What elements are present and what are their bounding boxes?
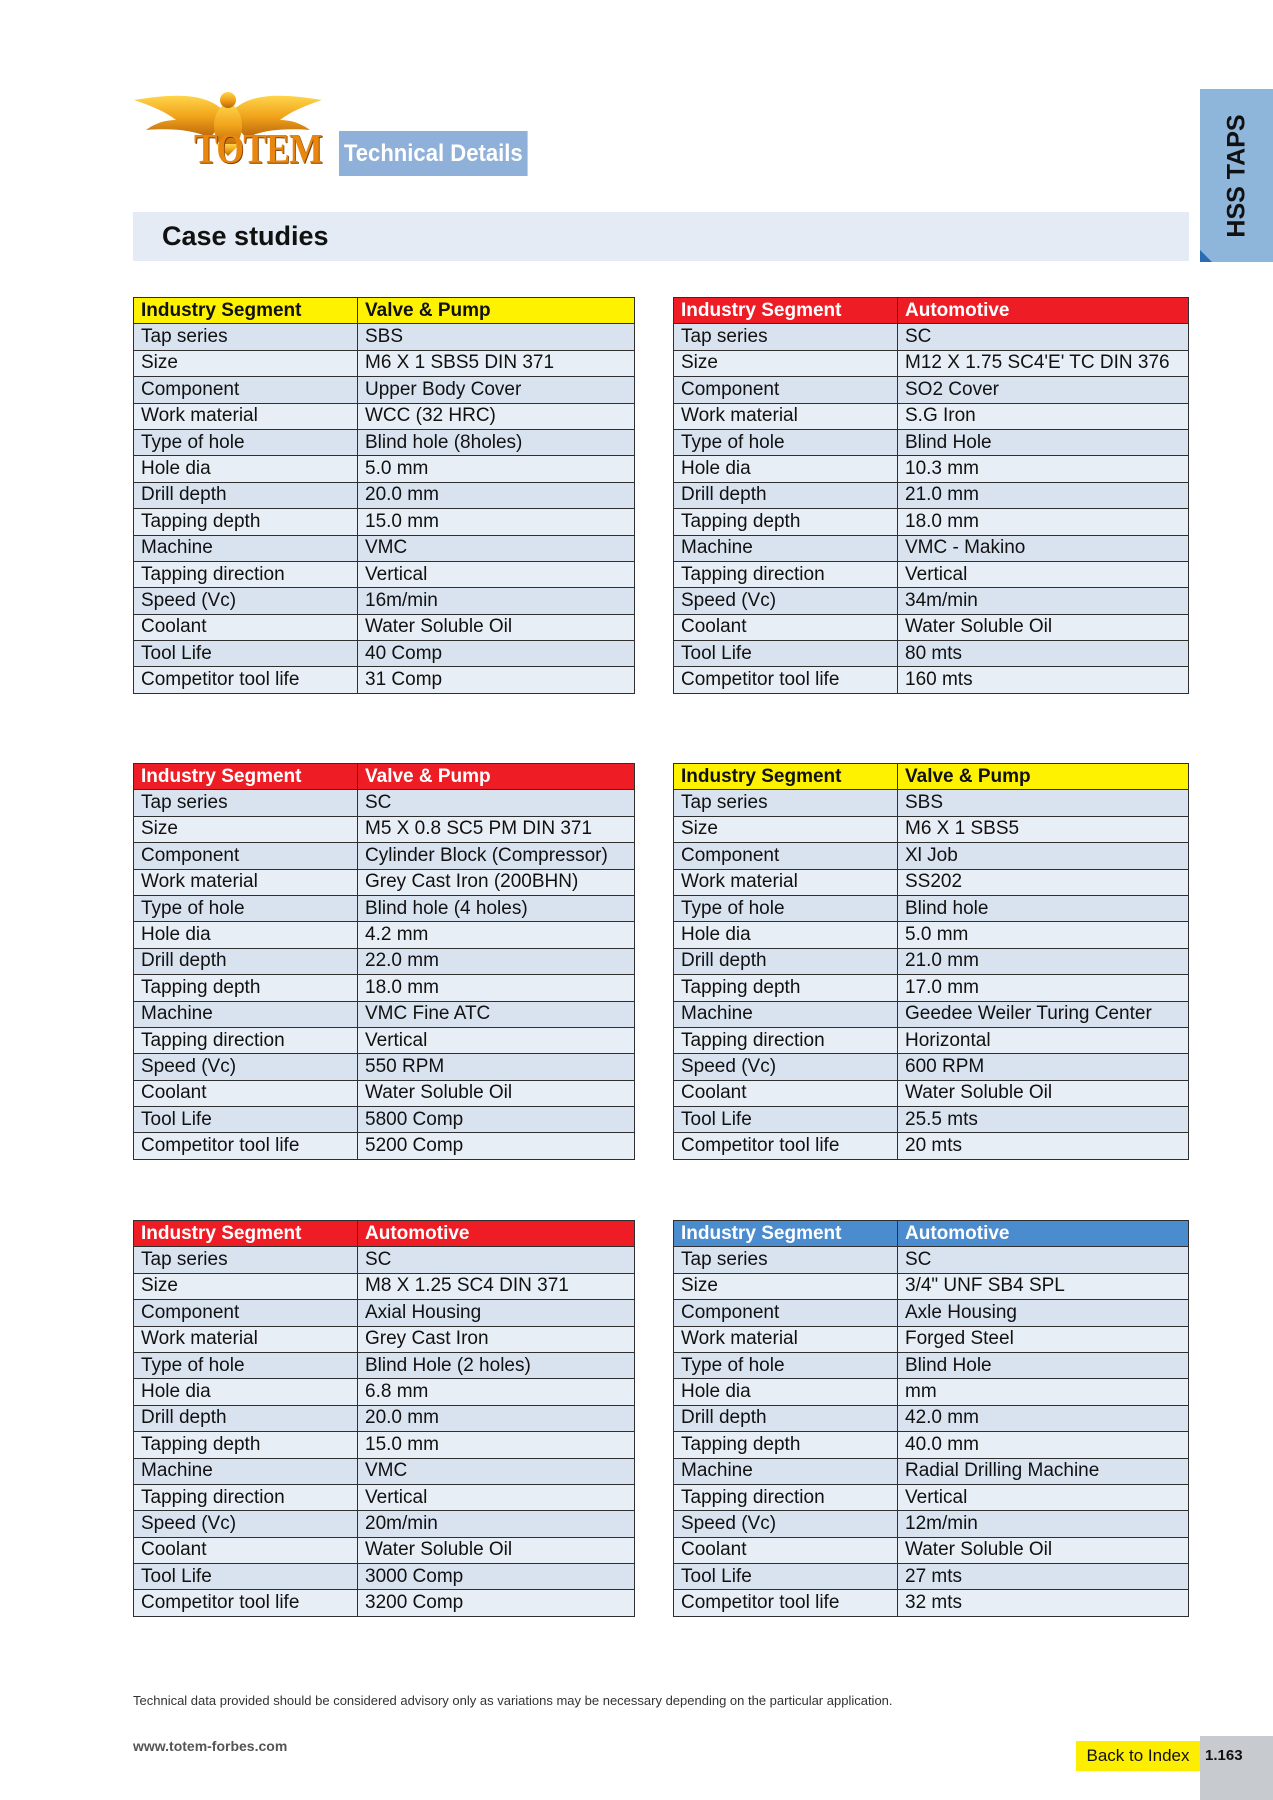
row-value: Xl Job: [898, 843, 1189, 869]
row-label: Hole dia: [674, 1379, 898, 1405]
table-row: [134, 816, 635, 842]
row-label: Tap series: [674, 790, 898, 816]
row-value: 34m/min: [898, 588, 1189, 614]
row-label: Drill depth: [134, 482, 358, 508]
industry-segment-label: Industry Segment: [674, 764, 898, 790]
row-value: Water Soluble Oil: [898, 614, 1189, 640]
row-label: Size: [674, 816, 898, 842]
row-label: Hole dia: [134, 456, 358, 482]
row-label: Tapping depth: [134, 1432, 358, 1458]
table-row: [674, 922, 1189, 948]
row-label: Component: [134, 1300, 358, 1326]
row-value: VMC - Makino: [898, 535, 1189, 561]
table-row: [674, 561, 1189, 587]
row-value: 5200 Comp: [358, 1133, 635, 1159]
technical-details-badge: Technical Details: [339, 131, 528, 176]
row-value: Water Soluble Oil: [898, 1537, 1189, 1563]
table-row: [674, 1564, 1189, 1590]
table-row: [674, 429, 1189, 455]
row-label: Coolant: [134, 614, 358, 640]
row-value: 3200 Comp: [358, 1590, 635, 1616]
row-label: Work material: [674, 869, 898, 895]
table-row: [134, 456, 635, 482]
row-value: Vertical: [358, 1027, 635, 1053]
table-row: [134, 403, 635, 429]
table-header-row: [674, 298, 1189, 324]
disclaimer-note: Technical data provided should be considered advisory only as variations may be necessary depending on the particular application.: [133, 1693, 893, 1708]
row-value: 31 Comp: [358, 667, 635, 693]
table-row: [134, 561, 635, 587]
section-banner: [133, 212, 1189, 261]
industry-segment-value: Automotive: [358, 1221, 635, 1247]
table-row: [674, 350, 1189, 376]
industry-segment-label: Industry Segment: [134, 298, 358, 324]
row-value: 27 mts: [898, 1564, 1189, 1590]
table-row: [674, 614, 1189, 640]
row-label: Competitor tool life: [674, 1590, 898, 1616]
table-row: [134, 614, 635, 640]
row-label: Coolant: [134, 1537, 358, 1563]
industry-segment-value: Valve & Pump: [358, 298, 635, 324]
row-label: Tool Life: [674, 1107, 898, 1133]
table-row: [674, 1133, 1189, 1159]
row-value: Radial Drilling Machine: [898, 1458, 1189, 1484]
row-label: Tap series: [674, 1247, 898, 1273]
table-row: [674, 588, 1189, 614]
row-label: Coolant: [134, 1080, 358, 1106]
row-value: Water Soluble Oil: [898, 1080, 1189, 1106]
row-label: Drill depth: [674, 1405, 898, 1431]
row-label: Drill depth: [674, 482, 898, 508]
row-value: M5 X 0.8 SC5 PM DIN 371: [358, 816, 635, 842]
row-value: Blind hole: [898, 895, 1189, 921]
table-row: [134, 1054, 635, 1080]
table-row: [134, 790, 635, 816]
row-value: 5.0 mm: [898, 922, 1189, 948]
row-label: Hole dia: [674, 922, 898, 948]
row-value: 10.3 mm: [898, 456, 1189, 482]
row-label: Speed (Vc): [134, 1511, 358, 1537]
row-label: Type of hole: [134, 429, 358, 455]
table-row: [674, 1484, 1189, 1510]
row-label: Work material: [134, 1326, 358, 1352]
page-number: 1.163: [1200, 1736, 1273, 1800]
row-value: Upper Body Cover: [358, 377, 635, 403]
table-row: [134, 1001, 635, 1027]
table-row: [134, 509, 635, 535]
table-row: [674, 1405, 1189, 1431]
table-row: [134, 895, 635, 921]
row-value: Axle Housing: [898, 1300, 1189, 1326]
row-value: WCC (32 HRC): [358, 403, 635, 429]
case-study-table: [673, 297, 1189, 694]
row-value: 42.0 mm: [898, 1405, 1189, 1431]
row-label: Work material: [134, 869, 358, 895]
row-value: 550 RPM: [358, 1054, 635, 1080]
table-row: [674, 509, 1189, 535]
row-label: Machine: [674, 535, 898, 561]
table-header-row: [674, 764, 1189, 790]
row-value: 160 mts: [898, 667, 1189, 693]
industry-segment-value: Valve & Pump: [898, 764, 1189, 790]
row-value: Water Soluble Oil: [358, 1537, 635, 1563]
row-value: 15.0 mm: [358, 509, 635, 535]
row-value: 25.5 mts: [898, 1107, 1189, 1133]
industry-segment-label: Industry Segment: [674, 298, 898, 324]
row-label: Size: [134, 1273, 358, 1299]
row-label: Competitor tool life: [134, 1590, 358, 1616]
table-row: [674, 667, 1189, 693]
table-row: [134, 1352, 635, 1378]
table-row: [134, 324, 635, 350]
table-row: [674, 843, 1189, 869]
row-label: Tap series: [134, 1247, 358, 1273]
row-value: 20 mts: [898, 1133, 1189, 1159]
table-row: [674, 1326, 1189, 1352]
row-label: Tapping depth: [134, 509, 358, 535]
row-label: Speed (Vc): [134, 1054, 358, 1080]
row-label: Tool Life: [134, 1107, 358, 1133]
row-value: 40 Comp: [358, 641, 635, 667]
row-label: Component: [134, 843, 358, 869]
row-value: Blind Hole: [898, 1352, 1189, 1378]
table-row: [134, 843, 635, 869]
table-row: [674, 1027, 1189, 1053]
table-row: [134, 377, 635, 403]
table-row: [674, 1107, 1189, 1133]
row-value: M6 X 1 SBS5 DIN 371: [358, 350, 635, 376]
logo-wordmark: TOTEM: [194, 127, 323, 173]
row-value: 17.0 mm: [898, 975, 1189, 1001]
table-row: [134, 1458, 635, 1484]
row-label: Coolant: [674, 614, 898, 640]
table-row: [674, 948, 1189, 974]
table-row: [134, 1511, 635, 1537]
table-row: [674, 1590, 1189, 1616]
row-label: Hole dia: [134, 1379, 358, 1405]
table-row: [134, 1484, 635, 1510]
row-value: Horizontal: [898, 1027, 1189, 1053]
table-row: [134, 869, 635, 895]
row-label: Tapping direction: [134, 1484, 358, 1510]
row-value: Vertical: [898, 1484, 1189, 1510]
row-value: Grey Cast Iron (200BHN): [358, 869, 635, 895]
row-label: Work material: [674, 1326, 898, 1352]
row-label: Coolant: [674, 1080, 898, 1106]
table-row: [134, 588, 635, 614]
row-value: 18.0 mm: [898, 509, 1189, 535]
table-row: [674, 1511, 1189, 1537]
row-value: Vertical: [358, 1484, 635, 1510]
row-label: Drill depth: [134, 948, 358, 974]
row-value: 20m/min: [358, 1511, 635, 1537]
table-row: [674, 1080, 1189, 1106]
table-row: [134, 1300, 635, 1326]
industry-segment-label: Industry Segment: [674, 1221, 898, 1247]
table-row: [134, 1133, 635, 1159]
row-label: Component: [134, 377, 358, 403]
table-header-row: [134, 764, 635, 790]
row-label: Competitor tool life: [134, 1133, 358, 1159]
table-row: [674, 1379, 1189, 1405]
row-label: Machine: [134, 1458, 358, 1484]
row-value: Forged Steel: [898, 1326, 1189, 1352]
totem-logo: [132, 86, 324, 178]
table-row: [134, 922, 635, 948]
side-tab-hss-taps: [1200, 89, 1273, 262]
table-header-row: [674, 1221, 1189, 1247]
row-value: 3000 Comp: [358, 1564, 635, 1590]
table-row: [134, 1432, 635, 1458]
row-value: 6.8 mm: [358, 1379, 635, 1405]
row-value: Vertical: [898, 561, 1189, 587]
row-label: Machine: [674, 1001, 898, 1027]
row-value: SC: [898, 1247, 1189, 1273]
table-row: [674, 1054, 1189, 1080]
row-value: 80 mts: [898, 641, 1189, 667]
tab-corner-icon: [1200, 250, 1212, 262]
case-study-table: [133, 763, 635, 1160]
industry-segment-value: Automotive: [898, 298, 1189, 324]
table-row: [674, 1432, 1189, 1458]
table-row: [674, 456, 1189, 482]
table-row: [674, 1001, 1189, 1027]
row-label: Tapping direction: [134, 561, 358, 587]
case-study-table: [673, 763, 1189, 1160]
industry-segment-value: Valve & Pump: [358, 764, 635, 790]
row-value: SS202: [898, 869, 1189, 895]
table-row: [674, 895, 1189, 921]
row-label: Tapping direction: [674, 561, 898, 587]
table-row: [134, 1564, 635, 1590]
table-row: [674, 1273, 1189, 1299]
row-label: Competitor tool life: [674, 667, 898, 693]
table-row: [674, 641, 1189, 667]
row-value: 15.0 mm: [358, 1432, 635, 1458]
row-label: Coolant: [674, 1537, 898, 1563]
case-study-table: [133, 1220, 635, 1617]
row-label: Tool Life: [134, 1564, 358, 1590]
industry-segment-label: Industry Segment: [134, 764, 358, 790]
row-value: Geedee Weiler Turing Center: [898, 1001, 1189, 1027]
row-label: Hole dia: [674, 456, 898, 482]
row-label: Component: [674, 1300, 898, 1326]
row-value: VMC: [358, 1458, 635, 1484]
row-label: Drill depth: [134, 1405, 358, 1431]
row-label: Competitor tool life: [134, 667, 358, 693]
table-row: [134, 429, 635, 455]
row-label: Type of hole: [134, 1352, 358, 1378]
row-label: Speed (Vc): [674, 588, 898, 614]
row-value: M6 X 1 SBS5: [898, 816, 1189, 842]
table-row: [134, 1273, 635, 1299]
row-value: 3/4" UNF SB4 SPL: [898, 1273, 1189, 1299]
table-header-row: [134, 1221, 635, 1247]
table-row: [674, 377, 1189, 403]
table-row: [674, 1352, 1189, 1378]
row-label: Competitor tool life: [674, 1133, 898, 1159]
row-value: SC: [358, 790, 635, 816]
row-label: Hole dia: [134, 922, 358, 948]
row-value: 16m/min: [358, 588, 635, 614]
row-label: Speed (Vc): [134, 588, 358, 614]
row-label: Tool Life: [674, 1564, 898, 1590]
row-label: Tap series: [674, 324, 898, 350]
table-row: [134, 1590, 635, 1616]
table-header-row: [134, 298, 635, 324]
row-label: Tapping direction: [134, 1027, 358, 1053]
row-label: Speed (Vc): [674, 1511, 898, 1537]
table-row: [134, 1107, 635, 1133]
table-row: [134, 1537, 635, 1563]
table-row: [674, 1537, 1189, 1563]
row-value: SBS: [898, 790, 1189, 816]
table-row: [674, 324, 1189, 350]
table-row: [674, 482, 1189, 508]
table-row: [674, 790, 1189, 816]
row-value: mm: [898, 1379, 1189, 1405]
table-row: [674, 1300, 1189, 1326]
table-row: [674, 535, 1189, 561]
row-label: Type of hole: [674, 1352, 898, 1378]
row-label: Size: [134, 816, 358, 842]
row-label: Tapping depth: [134, 975, 358, 1001]
row-label: Type of hole: [134, 895, 358, 921]
row-value: 4.2 mm: [358, 922, 635, 948]
row-value: VMC: [358, 535, 635, 561]
section-title: Case studies: [162, 221, 329, 251]
row-label: Tapping depth: [674, 509, 898, 535]
table-row: [134, 482, 635, 508]
table-row: [134, 975, 635, 1001]
row-label: Component: [674, 377, 898, 403]
row-label: Tool Life: [134, 641, 358, 667]
table-row: [134, 1326, 635, 1352]
row-label: Size: [134, 350, 358, 376]
row-label: Tapping depth: [674, 1432, 898, 1458]
industry-segment-value: Automotive: [898, 1221, 1189, 1247]
row-label: Tap series: [134, 790, 358, 816]
row-value: Blind Hole: [898, 429, 1189, 455]
row-value: Cylinder Block (Compressor): [358, 843, 635, 869]
row-value: Blind hole (4 holes): [358, 895, 635, 921]
row-value: Water Soluble Oil: [358, 1080, 635, 1106]
row-value: SO2 Cover: [898, 377, 1189, 403]
row-label: Tapping depth: [674, 975, 898, 1001]
row-value: S.G Iron: [898, 403, 1189, 429]
row-value: 22.0 mm: [358, 948, 635, 974]
table-row: [134, 667, 635, 693]
website-link[interactable]: www.totem-forbes.com: [133, 1738, 288, 1754]
row-label: Machine: [134, 535, 358, 561]
row-value: SC: [358, 1247, 635, 1273]
case-study-table: [673, 1220, 1189, 1617]
row-value: VMC Fine ATC: [358, 1001, 635, 1027]
row-label: Tapping direction: [674, 1027, 898, 1053]
row-value: Grey Cast Iron: [358, 1326, 635, 1352]
row-value: 18.0 mm: [358, 975, 635, 1001]
row-label: Tool Life: [674, 641, 898, 667]
table-row: [674, 869, 1189, 895]
table-row: [674, 1458, 1189, 1484]
row-value: 20.0 mm: [358, 1405, 635, 1431]
row-value: 40.0 mm: [898, 1432, 1189, 1458]
row-value: Vertical: [358, 561, 635, 587]
row-label: Type of hole: [674, 895, 898, 921]
row-label: Type of hole: [674, 429, 898, 455]
row-value: 21.0 mm: [898, 482, 1189, 508]
row-value: 5.0 mm: [358, 456, 635, 482]
table-row: [674, 816, 1189, 842]
row-value: 5800 Comp: [358, 1107, 635, 1133]
table-row: [134, 1379, 635, 1405]
row-label: Size: [674, 1273, 898, 1299]
row-value: 20.0 mm: [358, 482, 635, 508]
back-to-index-button[interactable]: Back to Index: [1076, 1741, 1200, 1771]
table-row: [674, 975, 1189, 1001]
row-label: Tapping direction: [674, 1484, 898, 1510]
table-row: [134, 948, 635, 974]
row-value: Axial Housing: [358, 1300, 635, 1326]
row-label: Work material: [134, 403, 358, 429]
row-value: Blind Hole (2 holes): [358, 1352, 635, 1378]
side-tab-label: HSS TAPS: [1222, 113, 1250, 238]
table-row: [134, 1247, 635, 1273]
row-value: Blind hole (8holes): [358, 429, 635, 455]
row-label: Speed (Vc): [674, 1054, 898, 1080]
row-label: Tap series: [134, 324, 358, 350]
row-value: 32 mts: [898, 1590, 1189, 1616]
row-value: Water Soluble Oil: [358, 614, 635, 640]
row-value: SBS: [358, 324, 635, 350]
row-label: Size: [674, 350, 898, 376]
row-value: M8 X 1.25 SC4 DIN 371: [358, 1273, 635, 1299]
row-label: Drill depth: [674, 948, 898, 974]
table-row: [134, 1027, 635, 1053]
table-row: [134, 641, 635, 667]
table-row: [134, 1080, 635, 1106]
row-value: 600 RPM: [898, 1054, 1189, 1080]
table-row: [134, 535, 635, 561]
row-label: Component: [674, 843, 898, 869]
row-value: SC: [898, 324, 1189, 350]
row-value: 21.0 mm: [898, 948, 1189, 974]
table-row: [674, 1247, 1189, 1273]
industry-segment-label: Industry Segment: [134, 1221, 358, 1247]
row-label: Work material: [674, 403, 898, 429]
row-value: M12 X 1.75 SC4'E' TC DIN 376: [898, 350, 1189, 376]
table-row: [674, 403, 1189, 429]
row-label: Machine: [134, 1001, 358, 1027]
table-row: [134, 1405, 635, 1431]
case-study-table: [133, 297, 635, 694]
row-value: 12m/min: [898, 1511, 1189, 1537]
table-row: [134, 350, 635, 376]
row-label: Machine: [674, 1458, 898, 1484]
